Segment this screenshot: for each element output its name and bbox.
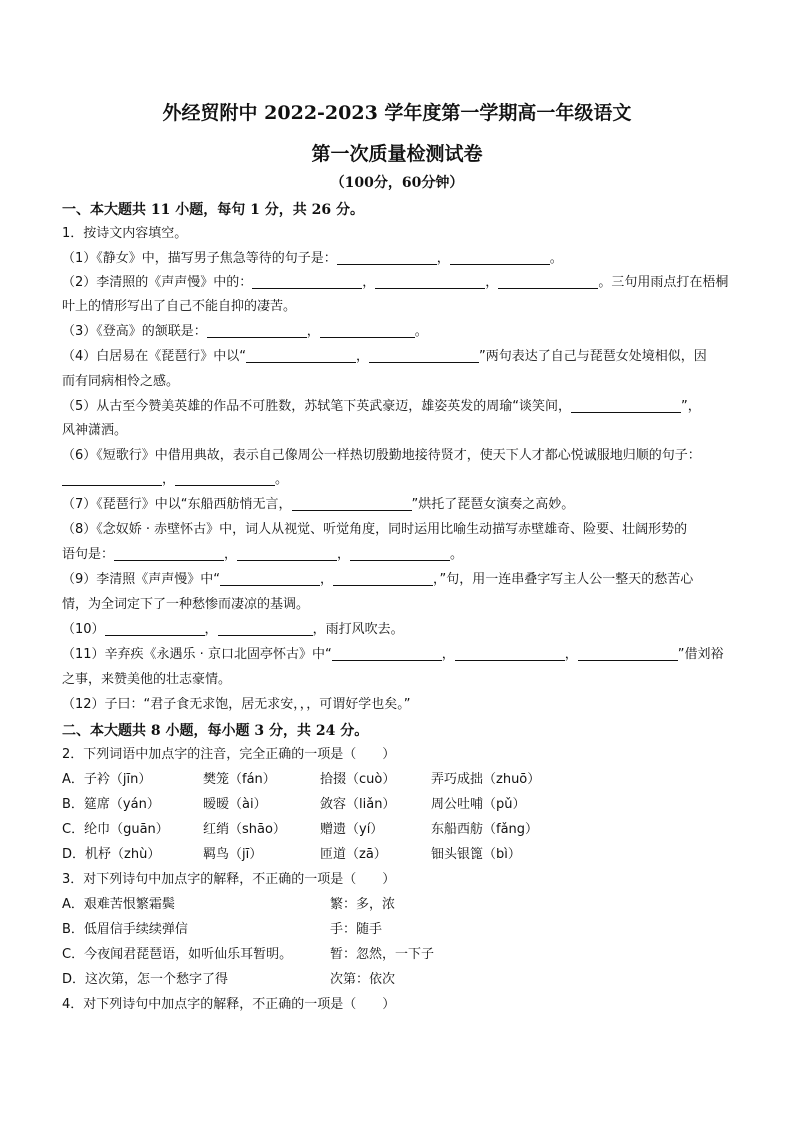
answer-blank[interactable] <box>62 471 162 486</box>
q2-option-c-1[interactable]: C．纶巾（guān） <box>62 822 169 837</box>
q2-option-d-2: 羁鸟（jī） <box>203 847 263 862</box>
q2-option-b-4: 周公吐哺（pǔ） <box>431 797 526 812</box>
q3-option-c[interactable]: C．今夜闻君琵琶语，如听仙乐耳暂明。 <box>62 947 293 962</box>
answer-blank[interactable] <box>498 274 598 289</box>
answer-blank[interactable] <box>105 621 205 636</box>
question-1-item-3: （3）《登高》的颔联是： ， 。 <box>62 324 428 339</box>
answer-blank[interactable] <box>252 274 362 289</box>
answer-blank[interactable] <box>369 348 479 363</box>
q2-option-a-1[interactable]: A．子衿（jīn） <box>62 772 152 787</box>
question-3: 3．对下列诗句中加点字的解释，不正确的一项是（ ） <box>62 872 396 887</box>
question-1-item-8-cont: 语句是： ， ， 。 <box>62 547 464 562</box>
answer-blank[interactable] <box>292 496 412 511</box>
question-1-item-2: （2）李清照的《声声慢》中的： ， ， 。三句用雨点打在梧桐 <box>62 275 729 290</box>
q3-option-c-gloss: 暂：忽然，一下子 <box>330 947 435 962</box>
question-1-item-1: （1）《静女》中，描写男子焦急等待的句子是： ， 。 <box>62 251 563 266</box>
q2-option-c-2: 红绡（shāo） <box>203 822 286 837</box>
answer-blank[interactable] <box>114 546 224 561</box>
q2-option-d-4: 钿头银篦（bì） <box>431 847 521 862</box>
question-1-item-9-cont: 情，为全词定下了一种愁惨而凄凉的基调。 <box>62 597 310 612</box>
exam-meta: （100分，60分钟） <box>330 175 464 191</box>
answer-blank[interactable] <box>175 471 275 486</box>
q2-option-b-2: 暧暧（ài） <box>203 797 267 812</box>
question-1-item-4-cont: 而有同病相怜之感。 <box>62 374 180 389</box>
question-4: 4．对下列诗句中加点字的解释，不正确的一项是（ ） <box>62 997 396 1012</box>
q2-option-b-1[interactable]: B．筵席（yán） <box>62 797 160 812</box>
answer-blank[interactable] <box>207 323 307 338</box>
q3-option-d-gloss: 次第：依次 <box>330 972 396 987</box>
q3-option-a[interactable]: A．艰难苦恨繁霜鬓 <box>62 897 175 912</box>
question-1-item-6: （6）《短歌行》中借用典故，表示自己像周公一样热切殷勤地接待贤才，使天下人才都心悦诚服地归顺的句子： <box>62 448 701 463</box>
q3-option-b-gloss: 手：随手 <box>330 922 383 937</box>
q2-option-a-3: 拾掇（cuò） <box>320 772 396 787</box>
q2-option-a-4: 弄巧成拙（zhuō） <box>431 772 541 787</box>
question-1-item-2-cont: 叶上的情形写出了自己不能自抑的凄苦。 <box>62 299 297 314</box>
answer-blank[interactable] <box>571 398 681 413</box>
question-1-item-7: （7）《琵琶行》中以“东船西舫悄无言， ”烘托了琵琶女演奏之高妙。 <box>62 497 575 512</box>
q2-option-c-4: 东船西舫（fǎng） <box>431 822 539 837</box>
q3-option-d[interactable]: D．这次第，怎一个愁字了得 <box>62 972 229 987</box>
q3-option-a-gloss: 繁：多，浓 <box>330 897 396 912</box>
answer-blank[interactable] <box>332 646 442 661</box>
answer-blank[interactable] <box>578 646 678 661</box>
answer-blank[interactable] <box>455 646 565 661</box>
question-1-item-5: （5）从古至今赞美英雄的作品不可胜数，苏轼笔下英武豪迈，雄姿英发的周瑜“谈笑间， ”， <box>62 399 701 414</box>
question-1-item-10: （10） ， ，雨打风吹去。 <box>62 622 404 637</box>
question-1-item-6-cont: ， 。 <box>62 470 288 490</box>
section-1-heading: 一、本大题共 11 小题，每句 1 分，共 26 分。 <box>62 202 364 218</box>
question-1-item-8: （8）《念奴娇 · 赤壁怀古》中，词人从视觉、听觉角度，同时运用比喻生动描写赤壁雄奇、险要、壮阔形势的 <box>62 522 688 537</box>
section-2-heading: 二、本大题共 8 小题，每小题 3 分，共 24 分。 <box>62 723 369 739</box>
answer-blank[interactable] <box>218 621 313 636</box>
exam-subtitle: 第一次质量检测试卷 <box>311 143 483 165</box>
q3-option-b[interactable]: B．低眉信手续续弹信 <box>62 922 188 937</box>
q2-option-c-3: 赠遗（yí） <box>320 822 384 837</box>
q2-option-b-3: 敛容（liǎn） <box>320 797 396 812</box>
q2-option-d-1[interactable]: D．机杼（zhù） <box>62 847 161 862</box>
question-1-item-4: （4）白居易在《琵琶行》中以“ ， ”两句表达了自己与琵琶女处境相似，因 <box>62 349 707 364</box>
question-1-item-12: （12）子曰：“君子食无求饱，居无求安，，，可谓好学也矣。” <box>62 697 411 712</box>
q2-option-d-3: 匝道（zā） <box>320 847 387 862</box>
answer-blank[interactable] <box>333 571 433 586</box>
answer-blank[interactable] <box>350 546 450 561</box>
answer-blank[interactable] <box>375 274 485 289</box>
answer-blank[interactable] <box>237 546 337 561</box>
q2-option-a-2: 樊笼（fán） <box>203 772 276 787</box>
question-1: 1．按诗文内容填空。 <box>62 226 188 241</box>
answer-blank[interactable] <box>320 323 415 338</box>
question-2: 2．下列词语中加点字的注音，完全正确的一项是（ ） <box>62 747 396 762</box>
answer-blank[interactable] <box>450 250 550 265</box>
answer-blank[interactable] <box>220 571 320 586</box>
question-1-item-11: （11）辛弃疾《永遇乐 · 京口北固亭怀古》中“ ， ， ”借刘裕 <box>62 647 724 662</box>
answer-blank[interactable] <box>246 348 356 363</box>
question-1-item-9: （9）李清照《声声慢》中“ ， ，”句，用一连串叠字写主人公一整天的愁苦心 <box>62 572 694 587</box>
question-1-item-5-cont: 风神潇洒。 <box>62 423 128 438</box>
answer-blank[interactable] <box>337 250 437 265</box>
question-1-item-11-cont: 之事，来赞美他的壮志豪情。 <box>62 672 232 687</box>
exam-title: 外经贸附中 2022-2023 学年度第一学期高一年级语文 <box>162 102 632 124</box>
